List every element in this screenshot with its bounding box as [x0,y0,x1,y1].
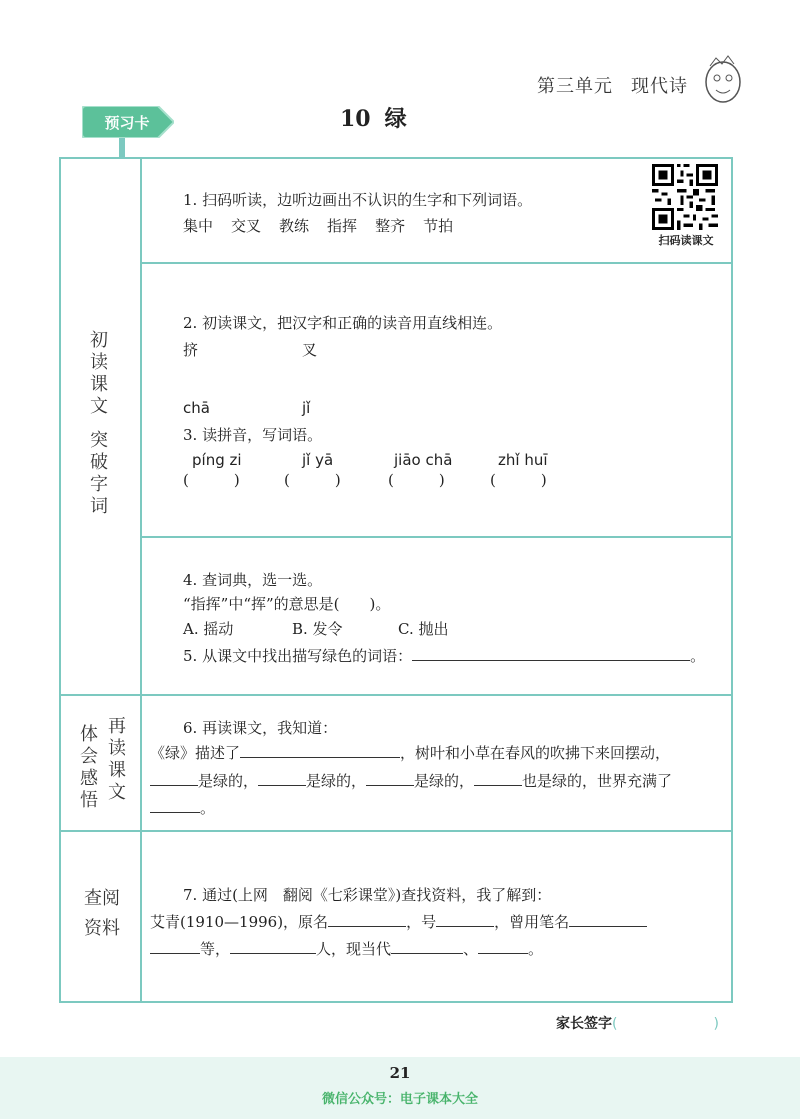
answer-line[interactable] [478,937,528,954]
section-divider [61,694,732,696]
answer-line[interactable] [230,937,316,954]
side-label-text: 查阅 [84,888,120,909]
answer-line[interactable] [569,910,647,927]
signature-open: ( [612,1016,618,1032]
tag-post [119,136,125,158]
side-label-text: 初读课文 [90,330,108,417]
answer-blank[interactable]: ( ) [388,471,445,489]
worksheet-frame [59,157,733,1003]
text-segment: 也是绿的，世界充满了 [522,772,673,790]
text-segment: 、 [463,940,479,958]
answer-line[interactable] [474,769,522,786]
lesson-name: 绿 [384,106,407,132]
vocab-word: 集中 [183,217,214,235]
lesson-title [340,102,407,133]
answer-blank[interactable]: ( ) [284,471,341,489]
tag-label: 预习卡 [104,114,150,132]
vocab-word: 整齐 [375,217,406,235]
qr-label: 扫码读课文 [658,234,714,247]
question-5-prompt: 5. 从课文中找出描写绿色的词语： [183,647,413,665]
side-label-first-read [82,330,142,530]
answer-line[interactable] [258,769,306,786]
question-3-prompt: 3. 读拼音，写词语。 [183,426,323,444]
page-number: 21 [389,1064,411,1082]
signature-label: 家长签字 [556,1016,612,1032]
period: 。 [528,940,544,958]
answer-line[interactable] [412,644,690,661]
signature-close: ) [713,1016,719,1032]
text-segment: 《绿》描述了 [150,744,241,762]
character-illustration-icon [700,52,746,106]
side-label-reread [72,716,136,816]
question-7-line-2 [150,937,543,961]
text-segment: 是绿的， [306,772,367,790]
section-divider [61,830,732,832]
answer-line[interactable] [328,910,406,927]
question-1-words [183,214,453,238]
side-label-research [76,888,136,948]
unit-label: 第三单元 [537,76,613,97]
signature-field[interactable] [617,1012,713,1028]
row-divider [142,536,732,538]
question-1-prompt: 1. 扫码听读，边听边画出不认识的生字和下列词语。 [183,191,533,209]
text-segment: 等， [200,940,231,958]
footer-credit: 微信公众号：电子课本大全 [321,1092,478,1107]
option[interactable]: A. 摇动 [183,620,234,638]
option[interactable]: C. 抛出 [398,620,449,638]
text-segment: ，号 [406,913,437,931]
qr-code-icon[interactable] [652,164,718,230]
vocab-word: 节拍 [423,217,454,235]
question-7-prompt: 7. 通过(上网 翻阅《七彩课堂》)查找资料，我了解到： [183,886,552,904]
answer-blank[interactable]: ( ) [183,471,240,489]
genre-label: 现代诗 [631,76,688,97]
text-segment: ，曾用笔名 [494,913,570,931]
question-5 [183,644,705,668]
text-segment: 是绿的， [414,772,475,790]
vocab-word: 指挥 [327,217,358,235]
answer-line[interactable] [150,769,198,786]
row-divider [142,262,732,264]
answer-line[interactable] [436,910,494,927]
question-6-prompt: 6. 再读课文，我知道： [183,719,338,737]
pinyin-item: jiāo chā [394,451,453,469]
answer-line[interactable] [366,769,414,786]
side-label-text: 体会感悟 [80,724,98,811]
question-2-prompt: 2. 初读课文，把汉字和正确的读音用直线相连。 [183,314,503,332]
text-segment: 艾青(1910—1996)，原名 [150,913,329,931]
lesson-number: 10 [340,106,371,132]
pinyin-item: píng zi [192,451,242,469]
pinyin-item: jǐ yā [302,451,334,469]
side-label-text: 再读课文 [108,716,126,803]
question-4-prompt: 4. 查词典，选一选。 [183,571,323,589]
match-pinyin: jǐ [302,399,311,417]
match-pinyin: chā [183,399,210,417]
question-7-line-1 [150,910,647,934]
question-4-line: “指挥”中“挥”的意思是( )。 [183,595,391,613]
side-label-text: 资料 [84,918,120,939]
vocab-word: 交叉 [231,217,262,235]
pinyin-item: zhǐ huī [498,451,548,469]
answer-line[interactable] [391,937,463,954]
vocab-word: 教练 [279,217,310,235]
answer-line[interactable] [240,741,400,758]
match-char: 叉 [302,341,318,359]
match-char: 挤 [183,341,199,359]
option[interactable]: B. 发令 [292,620,343,638]
column-divider [140,159,142,1001]
question-6-line-2 [150,769,672,793]
answer-line[interactable] [150,796,200,813]
answer-blank[interactable]: ( ) [490,471,547,489]
text-segment: 人，现当代 [316,940,392,958]
parent-signature [556,1012,719,1033]
text-segment: 是绿的， [198,772,259,790]
unit-header [537,72,688,98]
answer-line[interactable] [150,937,200,954]
side-label-text: 突破字词 [90,430,108,517]
period: 。 [200,799,216,817]
question-6-line-1 [150,741,670,765]
text-segment: ，树叶和小草在春风的吹拂下来回摆动， [400,744,671,762]
question-6-line-3 [150,796,215,820]
period: 。 [690,647,706,665]
